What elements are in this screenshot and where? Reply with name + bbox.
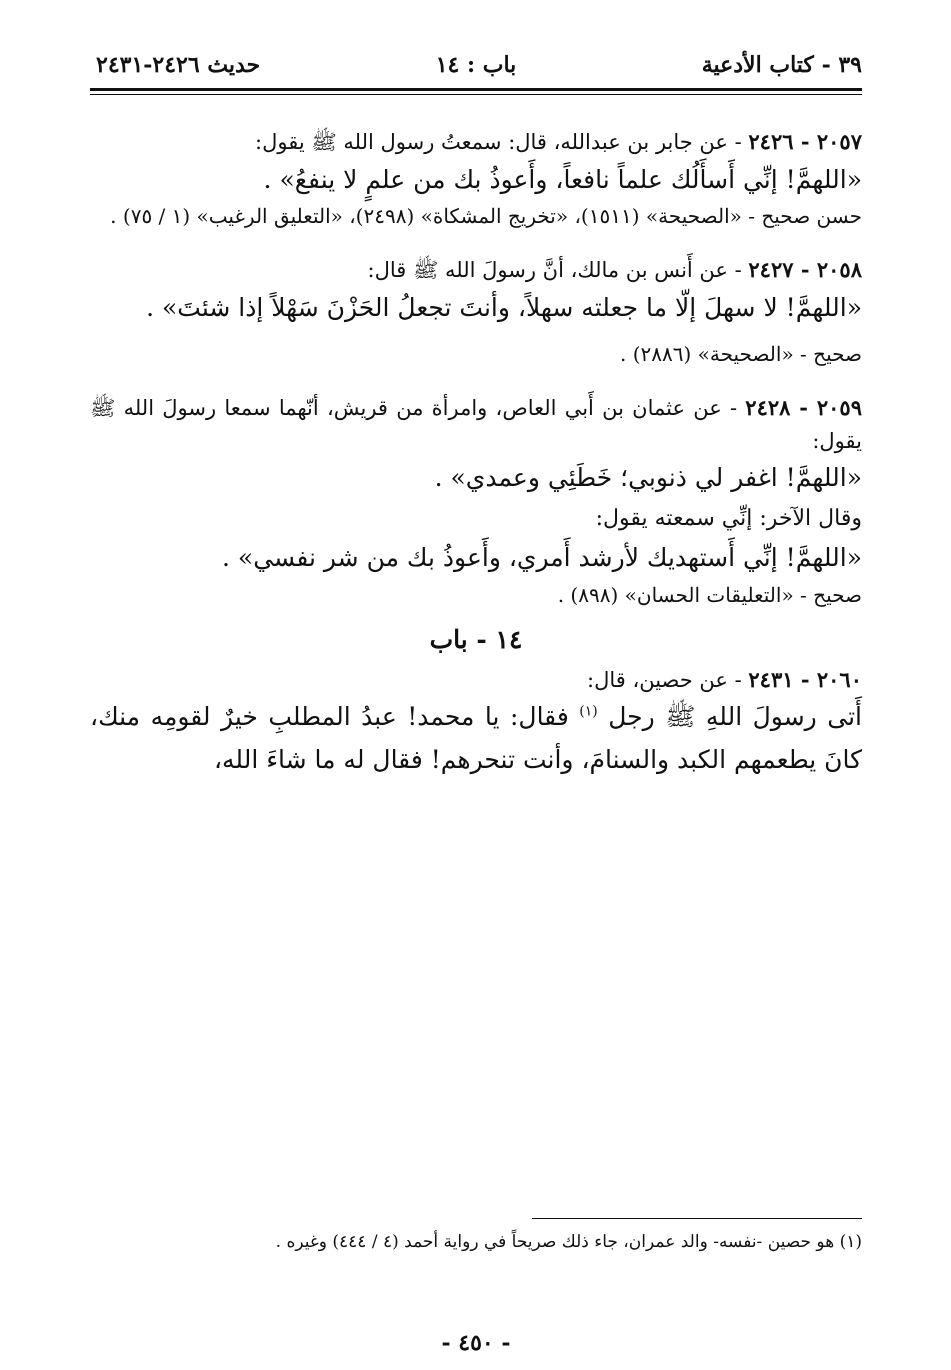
footnote-rule — [532, 1218, 862, 1219]
hadith-block — [90, 392, 862, 610]
hadith-chain: - عن حصين، قال: — [587, 667, 742, 692]
hadith-chain: - عن جابر بن عبدالله، قال: سمعتُ رسول الله ﷺ يقول: — [255, 130, 742, 154]
hadith-intro — [90, 392, 862, 457]
page-body — [90, 126, 862, 781]
hadith-grade: صحيح - «التعليقات الحسان» (٨٩٨) . — [557, 582, 862, 607]
hadith-number: ٢٠٥٩ - ٢٤٢٨ — [745, 395, 862, 421]
spacer — [90, 370, 862, 392]
hadith-block — [90, 254, 862, 370]
hadith-text: «اللهمَّ! اغفر لي ذنوبي؛ خَطَئِي وعمدي» . — [434, 463, 862, 493]
chapter-title: ٣٩ - كتاب الأدعية — [701, 52, 862, 78]
book-page — [90, 40, 862, 1356]
hadith-second-narrator: وقال الآخر: إنِّي سمعته يقول: — [595, 505, 862, 531]
hadith-text-part2: فقال: يا محمد! عبدُ المطلبِ خيرٌ لقومِه منك، كانَ يطعمهم الكبد والسنامَ، وأنت تنحرهم! فقال له ما شاءَ الله، — [90, 702, 862, 774]
hadith-intro — [90, 664, 862, 697]
hadith-block — [90, 664, 862, 782]
hadith-text-second: «اللهمَّ! إنِّي أَستهديك لأرشد أَمري، وأَعوذُ بك من شر نفسي» . — [222, 543, 862, 573]
header-rule-thin — [90, 94, 862, 95]
hadith-text: «اللهمَّ! لا سهلَ إلّا ما جعلته سهلاً، وأنتَ تجعلُ الحَزْنَ سَهْلاً إذا شئتَ» . — [146, 292, 862, 322]
hadith-text-part1: أَتى رسولَ اللهِ ﷺ رجل — [608, 702, 862, 732]
hadith-text — [90, 696, 862, 781]
hadith-chain: - عن أَنس بن مالك، أنَّ رسولَ الله ﷺ قال: — [367, 258, 742, 283]
spacer — [90, 329, 862, 339]
header-rule-thick — [90, 88, 862, 91]
footnote: (١) هو حصين -نفسه- والد عمران، جاء ذلك صريحاً في رواية أحمد (٤ / ٤٤٤) وغيره . — [275, 1232, 862, 1252]
footnote-reference[interactable]: (١) — [579, 703, 598, 720]
hadith-grade: حسن صحيح - «الصحيحة» (١٥١١)، «تخريج المشكاة» (٢٤٩٨)، «التعليق الرغيب» (١ / ٧٥) . — [110, 204, 862, 229]
hadith-grade: صحيح - «الصحيحة» (٢٨٨٦) . — [619, 342, 862, 367]
hadith-block — [90, 126, 862, 232]
chapter-heading: ١٤ - باب — [429, 624, 523, 654]
page-number: - ٤٥٠ - — [441, 1330, 511, 1356]
spacer — [90, 232, 862, 254]
hadith-chain: - عن عثمان بن أَبي العاص، وامرأة من قريش، أنّهما سمعا رسولَ الله ﷺ يقول: — [90, 396, 862, 453]
hadith-number: ٢٠٥٧ - ٢٤٢٦ — [748, 129, 862, 154]
hadith-number: ٢٠٥٨ - ٢٤٢٧ — [748, 257, 862, 283]
page-header — [90, 52, 862, 92]
hadith-intro — [90, 254, 862, 287]
bab-title: باب : ١٤ — [435, 52, 517, 78]
hadith-intro — [90, 126, 862, 159]
hadith-number: ٢٠٦٠ - ٢٤٣١ — [748, 666, 862, 692]
hadith-text: «اللهمَّ! إنِّي أَسأَلُك علماً نافعاً، وأَعوذُ بك من علمٍ لا ينفعُ» . — [263, 164, 862, 194]
hadith-range: حديث ٢٤٢٦-٢٤٣١ — [96, 52, 261, 78]
